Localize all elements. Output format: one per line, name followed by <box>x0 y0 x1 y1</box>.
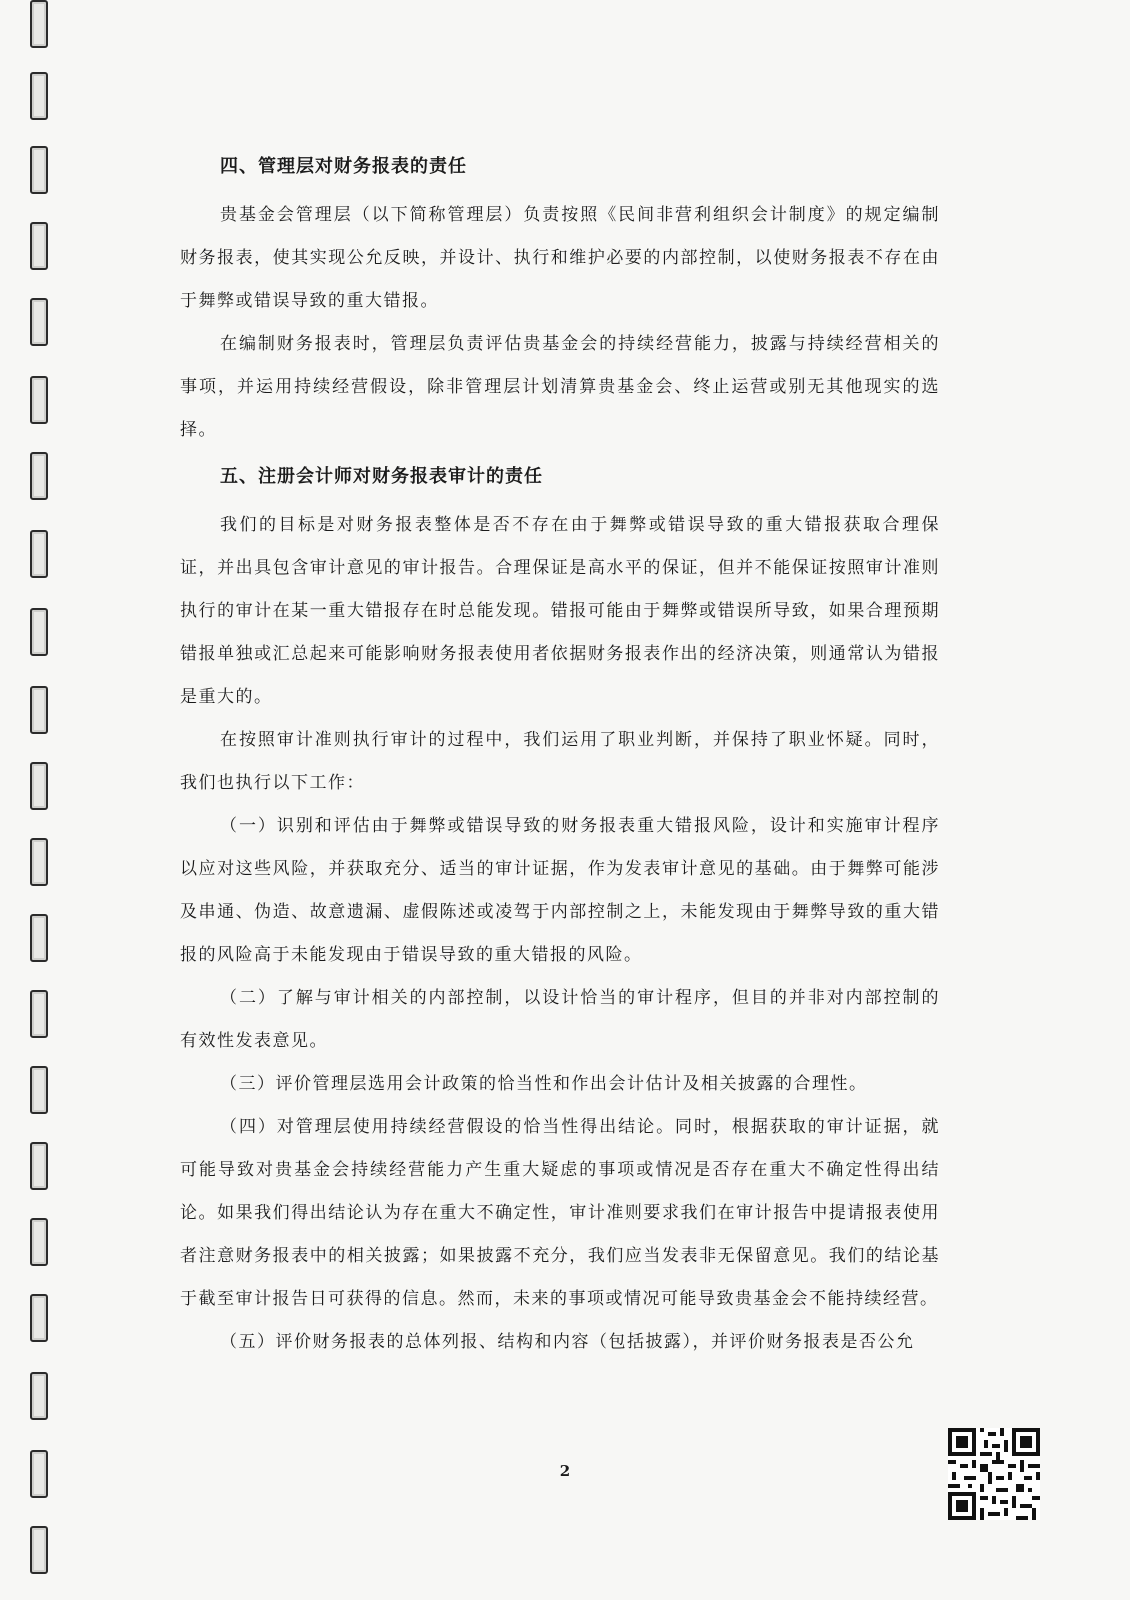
paragraph: 在按照审计准则执行审计的过程中，我们运用了职业判断，并保持了职业怀疑。同时，我们也执行以下工作： <box>180 730 940 793</box>
binding-hole-icon <box>30 608 48 656</box>
binding-hole-icon <box>30 1218 48 1266</box>
binding-hole-icon <box>30 376 48 424</box>
binding-hole-icon <box>30 452 48 500</box>
list-item-3: （三）评价管理层选用会计政策的恰当性和作出会计估计及相关披露的合理性。 <box>220 1074 868 1094</box>
binding-strip <box>0 0 60 1600</box>
binding-hole-icon <box>30 762 48 810</box>
binding-hole-icon <box>30 72 48 120</box>
list-item-5: （五）评价财务报表的总体列报、结构和内容（包括披露），并评价财务报表是否公允 <box>220 1332 915 1352</box>
binding-hole-icon <box>30 1526 48 1574</box>
binding-hole-icon <box>30 0 48 48</box>
qr-code-icon <box>948 1428 1040 1520</box>
binding-hole-icon <box>30 146 48 194</box>
binding-hole-icon <box>30 990 48 1038</box>
binding-hole-icon <box>30 1372 48 1420</box>
binding-hole-icon <box>30 222 48 270</box>
binding-hole-icon <box>30 838 48 886</box>
list-item-1: （一）识别和评估由于舞弊或错误导致的财务报表重大错报风险，设计和实施审计程序以应对这些风险，并获取充分、适当的审计证据，作为发表审计意见的基础。由于舞弊可能涉及串通、伪造、故意遗漏、虚假陈述或凌驾于内部控制之上，未能发现由于舞弊导致的重大错报的风险高于未能发现由于错误导致的重大错报的风险。 <box>180 816 940 965</box>
paragraph: 在编制财务报表时，管理层负责评估贵基金会的持续经营能力，披露与持续经营相关的事项，并运用持续经营假设，除非管理层计划清算贵基金会、终止运营或别无其他现实的选择。 <box>180 334 940 440</box>
section-heading: 五、注册会计师对财务报表审计的责任 <box>220 466 543 487</box>
page-number: 2 <box>559 1462 571 1480</box>
paragraph: 我们的目标是对财务报表整体是否不存在由于舞弊或错误导致的重大错报获取合理保证，并出具包含审计意见的审计报告。合理保证是高水平的保证，但并不能保证按照审计准则执行的审计在某一重大错报存在时总能发现。错报可能由于舞弊或错误所导致，如果合理预期错报单独或汇总起来可能影响财务报表使用者依据财务报表作出的经济决策，则通常认为错报是重大的。 <box>180 515 940 707</box>
paragraph: 贵基金会管理层（以下简称管理层）负责按照《民间非营利组织会计制度》的规定编制财务报表，使其实现公允反映，并设计、执行和维护必要的内部控制，以使财务报表不存在由于舞弊或错误导致的重大错报。 <box>180 205 940 311</box>
list-item-2: （二）了解与审计相关的内部控制，以设计恰当的审计程序，但目的并非对内部控制的有效性发表意见。 <box>180 988 940 1051</box>
list-item-4: （四）对管理层使用持续经营假设的恰当性得出结论。同时，根据获取的审计证据，就可能导致对贵基金会持续经营能力产生重大疑虑的事项或情况是否存在重大不确定性得出结论。如果我们得出结论认为存在重大不确定性，审计准则要求我们在审计报告中提请报表使用者注意财务报表中的相关披露；如果披露不充分，我们应当发表非无保留意见。我们的结论基于截至审计报告日可获得的信息。然而，未来的事项或情况可能导致贵基金会不能持续经营。 <box>180 1117 940 1309</box>
binding-hole-icon <box>30 1142 48 1190</box>
binding-hole-icon <box>30 530 48 578</box>
binding-hole-icon <box>30 914 48 962</box>
document-page <box>180 150 940 1364</box>
binding-hole-icon <box>30 1066 48 1114</box>
binding-hole-icon <box>30 1294 48 1342</box>
binding-hole-icon <box>30 298 48 346</box>
binding-hole-icon <box>30 686 48 734</box>
section-heading: 四、管理层对财务报表的责任 <box>220 156 467 177</box>
